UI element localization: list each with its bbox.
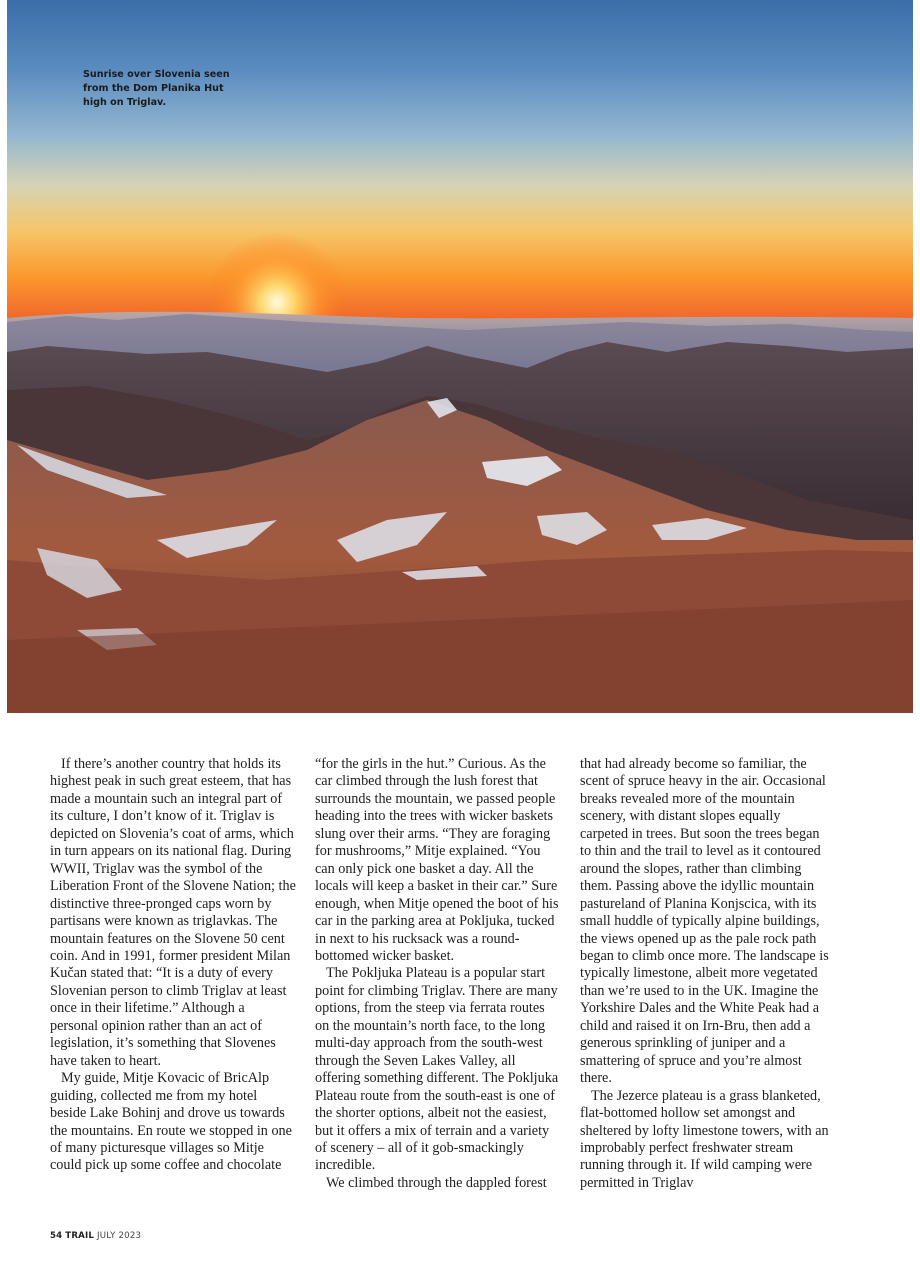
- paragraph: The Pokljuka Plateau is a popular start point for climbing Triglav. There are many options, from the steep via ferrata routes on the mountain’s north face, to the long multi-day approach from the south-west through the Seven Lakes Valley, all offering something different. The Pokljuka Plateau route from the south-east is one of the shorter options, albeit not the easiest, but it offers a mix of terrain and a variety of scenery – all of it gob-smackingly incredible.: [315, 965, 559, 1174]
- article-column-2: [315, 756, 561, 1192]
- photo-caption: Sunrise over Slovenia seen from the Dom Planika Hut high on Triglav.: [83, 69, 230, 108]
- article-column-1: [50, 756, 296, 1175]
- page-footer: [50, 1231, 141, 1241]
- page-number: 54: [50, 1231, 63, 1241]
- issue-date: JULY 2023: [97, 1231, 142, 1241]
- paragraph: that had already become so familiar, the scent of spruce heavy in the air. Occasional breaks revealed more of the mountain scenery, with distant slopes equally carpeted in trees. But soon the trees began to thin and the trail to level as it contoured around the slopes, rather than climbing them. Passing above the idyllic mountain pastureland of Planina Konjscica, with its small huddle of typically alpine buildings, the views opened up as the pale rock path began to climb once more. The landscape is typically limestone, albeit more vegetated than we’re used to in the UK. Imagine the Yorkshire Dales and the White Peak had a child and raised it on Irn-Bru, then add a generous sprinkling of juniper and a smattering of spruce and you’re almost there.: [580, 756, 829, 1087]
- article-column-3: [580, 756, 830, 1192]
- paragraph: If there’s another country that holds its highest peak in such great esteem, that has made a mountain such an integral part of its culture, I don’t know of it. Triglav is depicted on Slovenia’s coat of arms, which in turn appears on its national flag. During WWII, Triglav was the symbol of the Liberation Front of the Slovene Nation; the distinctive three-pronged caps worn by partisans were known as triglavkas. The mountain features on the Slovene 50 cent coin. And in 1991, former president Milan Kučan stated that: “It is a duty of every Slovenian person to climb Triglav at least once in their lifetime.” Although a personal opinion rather than an act of legislation, it’s something that Slovenes have taken to heart.: [50, 756, 296, 1069]
- publication-name: TRAIL: [65, 1231, 95, 1241]
- hero-photo-sunrise-triglav: [7, 0, 913, 713]
- paragraph: We climbed through the dappled forest: [326, 1174, 547, 1191]
- paragraph: The Jezerce plateau is a grass blanketed, flat-bottomed hollow set amongst and sheltered by lofty limestone towers, with an improbably perfect freshwater stream running through it. If wild camping were permitted in Triglav: [580, 1087, 829, 1191]
- paragraph: “for the girls in the hut.” Curious. As the car climbed through the lush forest that surrounds the mountain, we passed people heading into the trees with wicker baskets slung over their arms. “They are foraging for mushrooms,” Mitje explained. “You can only pick one basket a day. All the locals will keep a basket in their car.” Sure enough, when Mitje opened the boot of his car in the parking area at Pokljuka, tucked in next to his rucksack was a round-bottomed wicker basket.: [315, 756, 559, 964]
- paragraph: My guide, Mitje Kovacic of BricAlp guiding, collected me from my hotel beside Lake Bohinj and drove us towards the mountains. En route we stopped in one of many picturesque villages so Mitje could pick up some coffee and chocolate: [50, 1070, 292, 1174]
